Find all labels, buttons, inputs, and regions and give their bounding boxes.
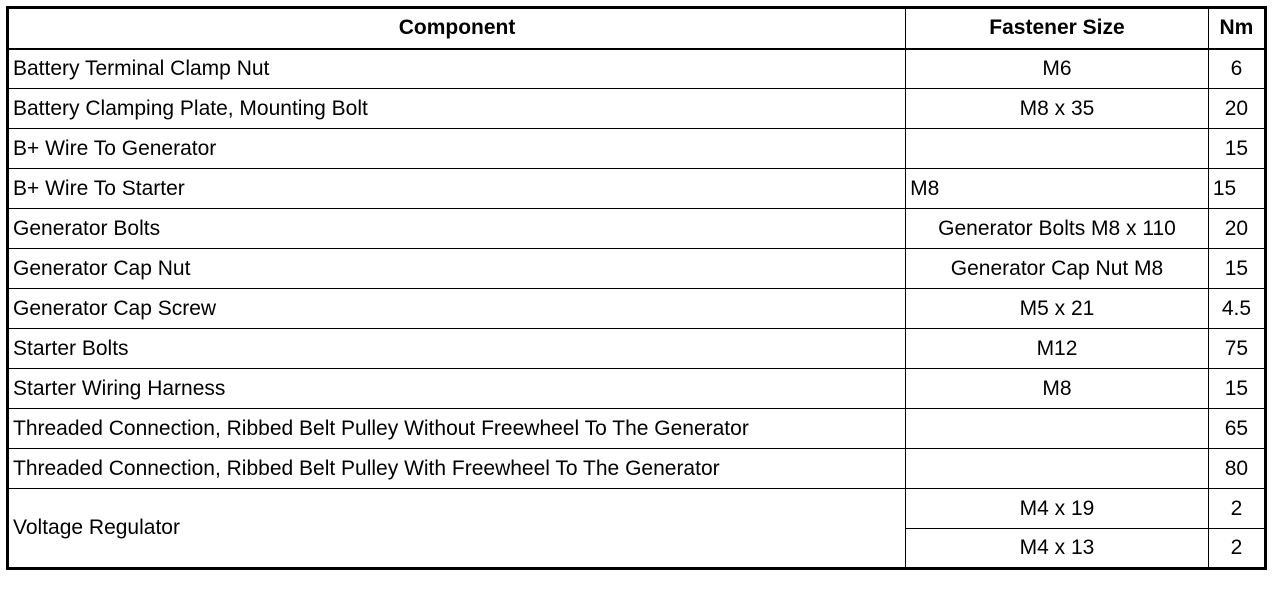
torque-cell: 65 bbox=[1208, 409, 1265, 449]
table-row bbox=[8, 289, 1266, 329]
component-cell: B+ Wire To Generator bbox=[8, 129, 906, 169]
table-row bbox=[8, 129, 1266, 169]
table-row bbox=[8, 409, 1266, 449]
fastener-size-cell: M12 bbox=[906, 329, 1209, 369]
table-row bbox=[8, 369, 1266, 409]
fastener-size-cell: M8 bbox=[906, 369, 1209, 409]
table-row bbox=[8, 89, 1266, 129]
header-nm: Nm bbox=[1208, 8, 1265, 49]
torque-cell: 75 bbox=[1208, 329, 1265, 369]
torque-cell: 15 bbox=[1208, 169, 1265, 209]
torque-cell: 15 bbox=[1208, 129, 1265, 169]
fastener-size-cell: Generator Bolts M8 x 110 bbox=[906, 209, 1209, 249]
component-cell: Threaded Connection, Ribbed Belt Pulley Without Freewheel To The Generator bbox=[8, 409, 906, 449]
torque-cell: 15 bbox=[1208, 369, 1265, 409]
torque-cell: 2 bbox=[1208, 529, 1265, 569]
component-cell: Generator Bolts bbox=[8, 209, 906, 249]
component-cell: Starter Bolts bbox=[8, 329, 906, 369]
header-row bbox=[8, 8, 1266, 49]
fastener-size-cell: M4 x 13 bbox=[906, 529, 1209, 569]
torque-cell: 20 bbox=[1208, 209, 1265, 249]
component-cell: Threaded Connection, Ribbed Belt Pulley With Freewheel To The Generator bbox=[8, 449, 906, 489]
table-row bbox=[8, 49, 1266, 89]
component-cell: Starter Wiring Harness bbox=[8, 369, 906, 409]
header-fastener-size: Fastener Size bbox=[906, 8, 1209, 49]
torque-cell: 20 bbox=[1208, 89, 1265, 129]
torque-cell: 4.5 bbox=[1208, 289, 1265, 329]
component-cell: Voltage Regulator bbox=[8, 489, 906, 569]
component-cell: B+ Wire To Starter bbox=[8, 169, 906, 209]
component-cell: Battery Terminal Clamp Nut bbox=[8, 49, 906, 89]
table-row bbox=[8, 169, 1266, 209]
fastener-size-cell bbox=[906, 129, 1209, 169]
table-row bbox=[8, 489, 1266, 529]
torque-cell: 80 bbox=[1208, 449, 1265, 489]
component-cell: Generator Cap Screw bbox=[8, 289, 906, 329]
header-component: Component bbox=[8, 8, 906, 49]
table-row bbox=[8, 329, 1266, 369]
fastener-size-cell: M5 x 21 bbox=[906, 289, 1209, 329]
fastener-size-cell: Generator Cap Nut M8 bbox=[906, 249, 1209, 289]
fastener-size-cell bbox=[906, 449, 1209, 489]
fastener-size-cell bbox=[906, 409, 1209, 449]
component-cell: Battery Clamping Plate, Mounting Bolt bbox=[8, 89, 906, 129]
torque-spec-table bbox=[6, 6, 1267, 570]
table-row bbox=[8, 449, 1266, 489]
torque-cell: 2 bbox=[1208, 489, 1265, 529]
fastener-size-cell: M6 bbox=[906, 49, 1209, 89]
fastener-size-cell: M4 x 19 bbox=[906, 489, 1209, 529]
component-cell: Generator Cap Nut bbox=[8, 249, 906, 289]
torque-cell: 6 bbox=[1208, 49, 1265, 89]
table-row bbox=[8, 209, 1266, 249]
torque-cell: 15 bbox=[1208, 249, 1265, 289]
fastener-size-cell: M8 bbox=[906, 169, 1209, 209]
table-row bbox=[8, 249, 1266, 289]
fastener-size-cell: M8 x 35 bbox=[906, 89, 1209, 129]
